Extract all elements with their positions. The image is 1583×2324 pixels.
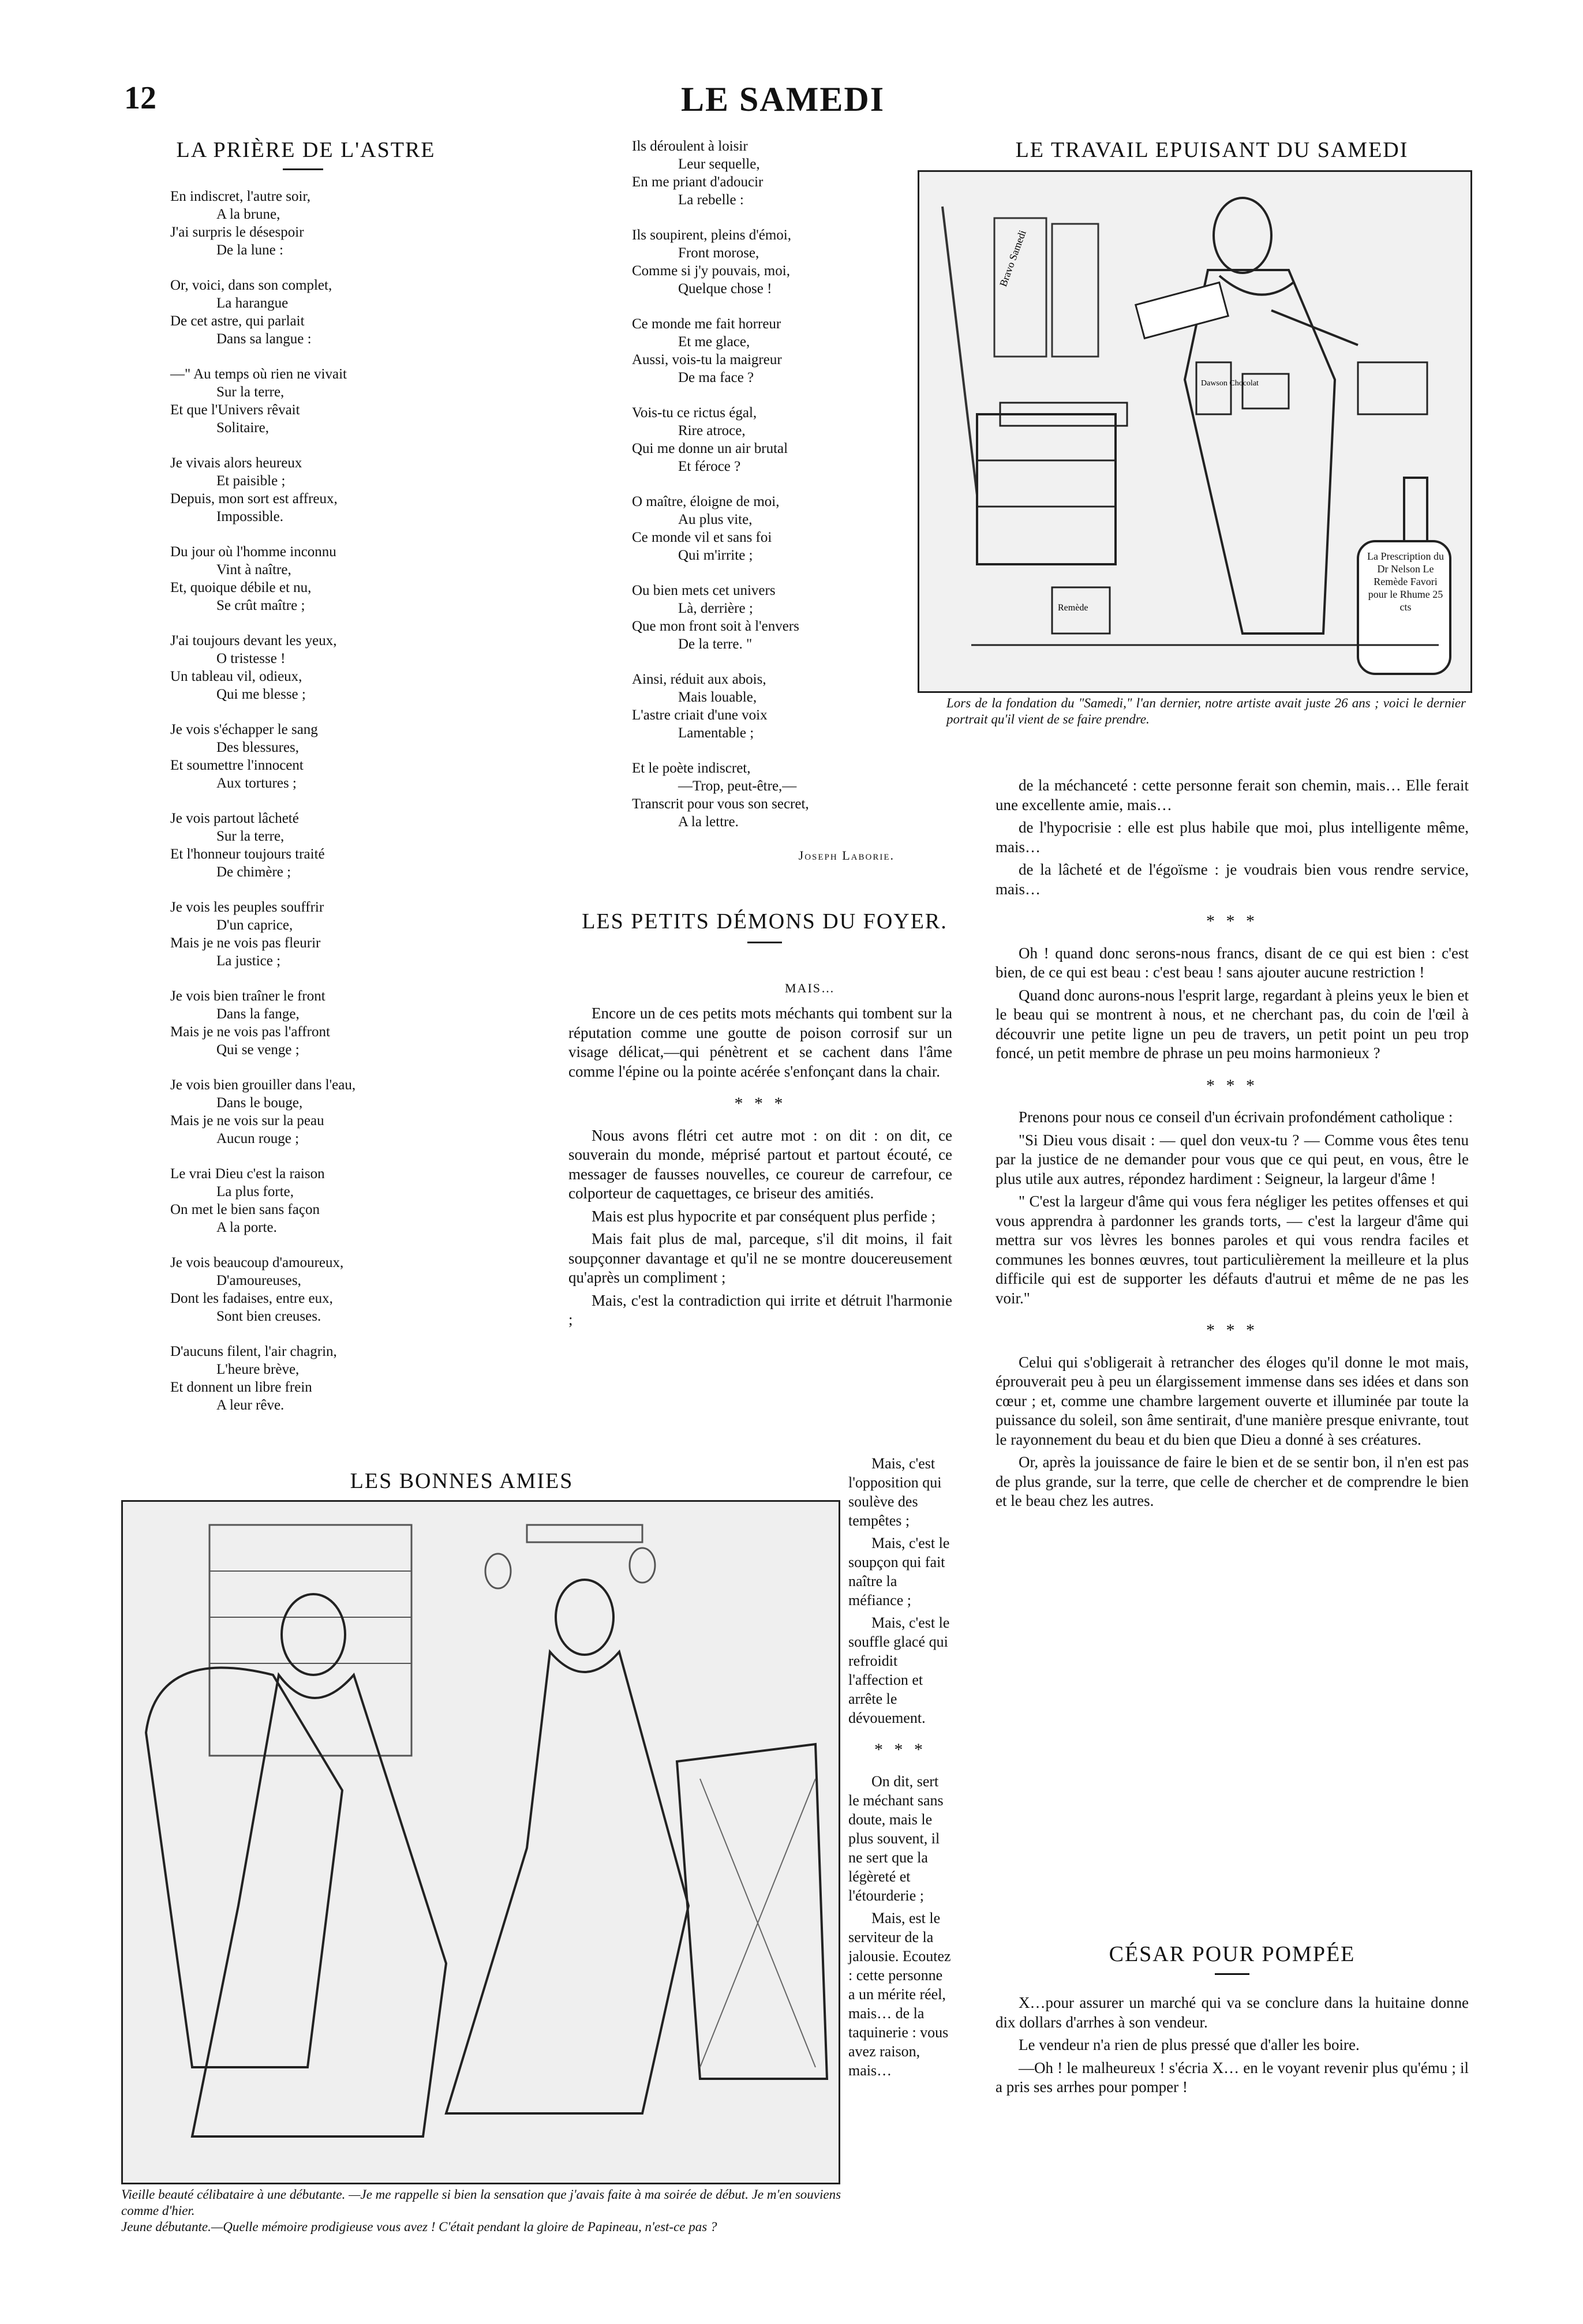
poem-line: Dans sa langue :: [216, 331, 312, 347]
ladies-illustration: [121, 1500, 840, 2184]
poem-stanza: [632, 404, 903, 475]
paragraph: —Oh ! le malheureux ! s'écria X… en le voyant revenir plus qu'ému ; il a pris ses arrhes pour pomper !: [996, 2059, 1469, 2096]
poem-line: Dont les fadaises, entre eux,: [170, 1291, 333, 1306]
demons-narrow-column: [848, 1454, 952, 2083]
poem-line: Leur sequelle,: [678, 156, 760, 172]
poem-line: En indiscret, l'autre soir,: [170, 189, 311, 204]
cesar-body: [996, 1993, 1469, 2101]
poem-line: Ainsi, réduit aux abois,: [632, 672, 766, 687]
poem-line: Qui se venge ;: [216, 1042, 300, 1058]
poem-line: La plus forte,: [216, 1184, 294, 1200]
poem-line: De chimère ;: [216, 864, 291, 880]
paragraph: Mais, c'est le soupçon qui fait naître la méfiance ;: [848, 1535, 950, 1609]
poem-line: Qui m'irrite ;: [678, 548, 753, 563]
asterism: * * *: [1206, 1075, 1258, 1095]
poem-line: Là, derrière ;: [678, 601, 753, 616]
poem-stanza: [632, 759, 903, 831]
poem-stanza: [170, 454, 447, 526]
poem-line: Qui me blesse ;: [216, 687, 306, 702]
poem-line: Sur la terre,: [216, 829, 285, 844]
poem-line: De ma face ?: [678, 370, 754, 385]
poem-line: Et donnent un libre frein: [170, 1380, 312, 1395]
poem-line: Je vois bien traîner le front: [170, 988, 325, 1004]
paragraph: Mais, c'est le souffle glacé qui refroidit l'affection et arrête le dévouement.: [848, 1614, 950, 1726]
poem-line: Vint à naître,: [216, 562, 291, 578]
poem-stanza: [170, 543, 447, 614]
poem-line: La rebelle :: [678, 192, 744, 208]
poem-line: Je vivais alors heureux: [170, 455, 302, 471]
poem-line: De la lune :: [216, 242, 283, 258]
poem-line: D'amoureuses,: [216, 1273, 301, 1288]
poem-line: De la terre. ": [678, 636, 753, 652]
poem-line: O tristesse !: [216, 651, 286, 666]
poem-stanza: [170, 188, 447, 259]
caption-line: Jeune débutante.—Quelle mémoire prodigieuse vous avez ! C'était pendant la gloire de Papineau, n'est-ce pas ?: [121, 2220, 717, 2234]
paragraph: Prenons pour nous ce conseil d'un écrivain profondément catholique :: [1019, 1108, 1453, 1126]
paragraph: de la méchanceté : cette personne ferait son chemin, mais… Elle ferait une excellente amie, mais…: [996, 777, 1469, 814]
poem-line: Mais je ne vois pas l'affront: [170, 1024, 330, 1040]
poem-line: Ils déroulent à loisir: [632, 138, 748, 154]
poem-line: Et soumettre l'innocent: [170, 758, 304, 773]
poem-line: Front morose,: [678, 245, 759, 261]
demons-subtitle: MAIS…: [785, 981, 836, 995]
poem-line: On met le bien sans façon: [170, 1202, 320, 1217]
poem-line: Aucun rouge ;: [216, 1131, 300, 1146]
poem-stanza: [170, 1076, 447, 1148]
poem-line: J'ai toujours devant les yeux,: [170, 633, 337, 649]
travail-title: LE TRAVAIL EPUISANT DU SAMEDI: [1015, 138, 1409, 162]
poem-line: D'un caprice,: [216, 917, 293, 933]
demons-title: LES PETITS DÉMONS DU FOYER.: [582, 909, 948, 934]
poem-stanza: [170, 898, 447, 970]
poem-line: Mais je ne vois sur la peau: [170, 1113, 324, 1129]
poem-line: A la brune,: [216, 207, 280, 222]
paragraph: On dit, sert le méchant sans doute, mais le plus souvent, il ne sert que la légèreté et l'étourderie ;: [848, 1773, 944, 1904]
poem-line: Qui me donne un air brutal: [632, 441, 788, 456]
poem-line: Je vois s'échapper le sang: [170, 722, 318, 737]
paragraph: de l'hypocrisie : elle est plus habile que moi, plus intelligente même, mais…: [996, 819, 1469, 856]
poem-stanza: [170, 1343, 447, 1414]
poem-line: En me priant d'adoucir: [632, 174, 764, 190]
asterism: * * *: [1206, 912, 1258, 931]
poem-line: Je vois beaucoup d'amoureux,: [170, 1255, 344, 1270]
poem-line: Se crût maître ;: [216, 598, 305, 613]
paragraph: Quand donc aurons-nous l'esprit large, regardant à pleins yeux le bien et le beau qui se montrent à nous, et ne cherchant pas, du coin de l'œil à découvrir une petite ligne un peu de travers, un petit point un peu trop foncé, un petit membre de phrase un peu moins harmonieux ?: [996, 986, 1469, 1062]
title-rule: [747, 942, 782, 943]
ladies-drawing: [123, 1502, 839, 2183]
poem-stanza: [170, 987, 447, 1059]
poem-line: Au plus vite,: [678, 512, 753, 527]
poem-line: Dans la fange,: [216, 1006, 300, 1022]
poem-line: Transcrit pour vous son secret,: [632, 796, 809, 812]
poem-line: Quelque chose !: [678, 281, 772, 297]
poem-stanza: [170, 1165, 447, 1236]
col3-body: [996, 776, 1469, 1515]
poem-stanza: [170, 1254, 447, 1325]
poem-stanza: [632, 315, 903, 387]
poem-stanza: [632, 137, 903, 209]
poem-line: Depuis, mon sort est affreux,: [170, 491, 338, 507]
poem-line: Or, voici, dans son complet,: [170, 278, 332, 293]
poem-line: A la porte.: [216, 1220, 277, 1235]
poem-line: —Trop, peut-être,—: [678, 778, 797, 794]
title-rule: [1215, 1973, 1249, 1975]
paragraph: " C'est la largeur d'âme qui vous fera négliger les petites offenses et qui vous apprendra à pardonner les grands torts, — c'est la largeur d'âme qui mettra sur vos lèvres les bonnes paroles et qui vous rendra faciles et communes les bonnes œuvres, tout particulièrement la meilleure et la plus difficile qui est de supporter les défauts d'autrui et même de ne pas les voir.": [996, 1193, 1469, 1307]
poem-line: La harangue: [216, 295, 289, 311]
poem-line: Aussi, vois-tu la maigreur: [632, 352, 782, 368]
asterism: * * *: [734, 1094, 787, 1113]
asterism: * * *: [874, 1740, 926, 1759]
poem-stanza: [170, 721, 447, 792]
demons-body: [568, 1004, 952, 1333]
paragraph: de la lâcheté et de l'égoïsme : je voudrais bien vous rendre service, mais…: [996, 861, 1469, 898]
poem-stanza: [632, 670, 903, 742]
poem-line: Ce monde me fait horreur: [632, 316, 781, 332]
poem-stanza: [170, 365, 447, 437]
poem-column-2: [632, 137, 903, 848]
paragraph: Mais, est le serviteur de la jalousie. Ecoutez : cette personne a un mérite réel, mais… de la taquinerie : vous avez raison, mais…: [848, 1910, 951, 2079]
illustration-label: Dawson Chocolat: [1201, 379, 1259, 388]
poem-line: Un tableau vil, odieux,: [170, 669, 302, 684]
poem-line: Solitaire,: [216, 420, 269, 436]
poem-line: Dans le bouge,: [216, 1095, 303, 1111]
asterism: * * *: [1206, 1321, 1258, 1340]
poem-signature: Joseph Laborie.: [798, 848, 895, 863]
poem-line: A leur rêve.: [216, 1397, 285, 1413]
paragraph: Nous avons flétri cet autre mot : on dit : on dit, ce souverain du monde, méprisé partout et partout écouté, ce messager de fausses nouvelles, ce coureur de carrefour, ce colporteur de caquettages, ce briseur des amitiés.: [568, 1126, 952, 1202]
poem-line: Et féroce ?: [678, 459, 741, 474]
paragraph: "Si Dieu vous disait : — quel don veux-tu ? — Comme vous êtes tenu par la justice de ne demander pour vous que ce qui peut, en vous, être le plus utile aux autres, répondez hardiment : Seigneur, la largeur d'âme !: [996, 1131, 1469, 1187]
poem-line: Vois-tu ce rictus égal,: [632, 405, 757, 421]
poem-line: Et paisible ;: [216, 473, 286, 489]
poem-stanza: [170, 632, 447, 703]
poem-line: Sur la terre,: [216, 384, 285, 400]
poem-line: A la lettre.: [678, 814, 739, 830]
poem-line: De cet astre, qui parlait: [170, 313, 305, 329]
poem-line: Je vois partout lâcheté: [170, 811, 299, 826]
poem-line: O maître, éloigne de moi,: [632, 494, 780, 509]
poem-line: Aux tortures ;: [216, 775, 297, 791]
caption-line: Vieille beauté célibataire à une débutante. —Je me rappelle si bien la sensation que j'avais faite à ma soirée de début. Je m'en souviens comme d'hier.: [121, 2187, 841, 2218]
paragraph: Mais fait plus de mal, parceque, s'il dit moins, il fait soupçonner davantage et qu'il ne se montre doucereusement qu'après un compliment ;: [568, 1230, 952, 1286]
poem-line: Et l'honneur toujours traité: [170, 846, 325, 862]
poem-line: Ils soupirent, pleins d'émoi,: [632, 227, 792, 243]
poem-line: Mais je ne vois pas fleurir: [170, 935, 321, 951]
poem-line: Je vois les peuples souffrir: [170, 899, 324, 915]
poem-stanza: [632, 582, 903, 653]
poem-line: Sont bien creuses.: [216, 1309, 321, 1324]
page-number: 12: [124, 80, 156, 116]
illustration-label: Bravo Samedi: [997, 228, 1028, 288]
poem-line: Du jour où l'homme inconnu: [170, 544, 336, 560]
paragraph: X…pour assurer un marché qui va se conclure dans la huitaine donne dix dollars d'arrhes à son vendeur.: [996, 1994, 1469, 2031]
medicine-bottle-label: La Prescription du Dr Nelson Le Remède Favori pour le Rhume 25 cts: [1367, 550, 1444, 613]
paragraph: Mais, c'est la contradiction qui irrite et détruit l'harmonie ;: [568, 1291, 952, 1328]
poem-line: Et, quoique débile et nu,: [170, 580, 312, 595]
poem-line: Je vois bien grouiller dans l'eau,: [170, 1077, 356, 1093]
illustration-label: Remède: [1058, 603, 1088, 613]
bonnes-title: LES BONNES AMIES: [350, 1469, 574, 1493]
poem-stanza: [170, 276, 447, 348]
poem-line: Ou bien mets cet univers: [632, 583, 776, 598]
cesar-title: CÉSAR POUR POMPÉE: [1109, 1942, 1356, 1966]
poem-line: Des blessures,: [216, 740, 300, 755]
travail-caption: Lors de la fondation du "Samedi," l'an dernier, notre artiste avait juste 26 ans ; voici le dernier portrait qu'il vient de se faire prendre.: [946, 696, 1466, 726]
poem-line: L'astre criait d'une voix: [632, 707, 768, 723]
paragraph: Mais, c'est l'opposition qui soulève des tempêtes ;: [848, 1455, 942, 1529]
poem-column-1: [170, 188, 447, 1431]
paragraph: Celui qui s'obligerait à retrancher des éloges qu'il donne le mot mais, éprouverait peu à peu un élargissement immense dans ses idées et dans son cœur ; et, comme une chambre largement ouverte et illuminée par toute la puissance du soleil, son âme sentirait, d'une manière presque enivrante, tout le rayonnement du beau et du bien que Dieu a donné à ses créatures.: [996, 1353, 1469, 1448]
poem-stanza: [170, 809, 447, 881]
paragraph: Mais est plus hypocrite et par conséquent plus perfide ;: [592, 1207, 936, 1225]
paragraph: Le vendeur n'a rien de plus pressé que d'aller les boire.: [1019, 2036, 1360, 2053]
poem-line: Mais louable,: [678, 689, 757, 705]
paragraph: Encore un de ces petits mots méchants qui tombent sur la réputation comme une goutte de poison corrosif sur un visage délicat,—qui pénètrent et se cachent dans l'âme comme l'épine ou la pointe acérée s'enfonçant dans la chair.: [568, 1004, 952, 1080]
poem-stanza: [632, 226, 903, 298]
poem-line: Que mon front soit à l'envers: [632, 619, 799, 634]
paragraph: Oh ! quand donc serons-nous francs, disant de ce qui est bien : c'est bien, de ce qui est beau : c'est beau ! sans ajouter aucune restriction !: [996, 944, 1469, 981]
poem-line: —" Au temps où rien ne vivait: [170, 366, 347, 382]
poem-line: Et le poète indiscret,: [632, 760, 751, 776]
poem-line: Rire atroce,: [678, 423, 746, 438]
poem-line: J'ai surpris le désespoir: [170, 224, 304, 240]
poem-line: Ce monde vil et sans foi: [632, 530, 772, 545]
poem-line: Le vrai Dieu c'est la raison: [170, 1166, 325, 1182]
poem-line: L'heure brève,: [216, 1362, 300, 1377]
paragraph: Or, après la jouissance de faire le bien et de se sentir bon, il n'en est pas de plus grande, sur la terre, que celle de chercher et de comprendre le bien et le beau chez les autres.: [996, 1453, 1469, 1509]
artist-drawing: [919, 172, 1470, 691]
title-rule: [283, 168, 323, 170]
poem-line: D'aucuns filent, l'air chagrin,: [170, 1344, 337, 1359]
artist-illustration: [918, 170, 1472, 693]
poem-line: Et me glace,: [678, 334, 750, 350]
poem-line: Impossible.: [216, 509, 283, 524]
poem-stanza: [632, 493, 903, 564]
poem-line: Comme si j'y pouvais, moi,: [632, 263, 790, 279]
newspaper-title: LE SAMEDI: [681, 80, 885, 118]
poem-title: LA PRIÈRE DE L'ASTRE: [176, 138, 436, 162]
poem-line: Lamentable ;: [678, 725, 754, 741]
bonnes-caption: [121, 2187, 843, 2235]
poem-line: Et que l'Univers rêvait: [170, 402, 300, 418]
poem-line: La justice ;: [216, 953, 281, 969]
